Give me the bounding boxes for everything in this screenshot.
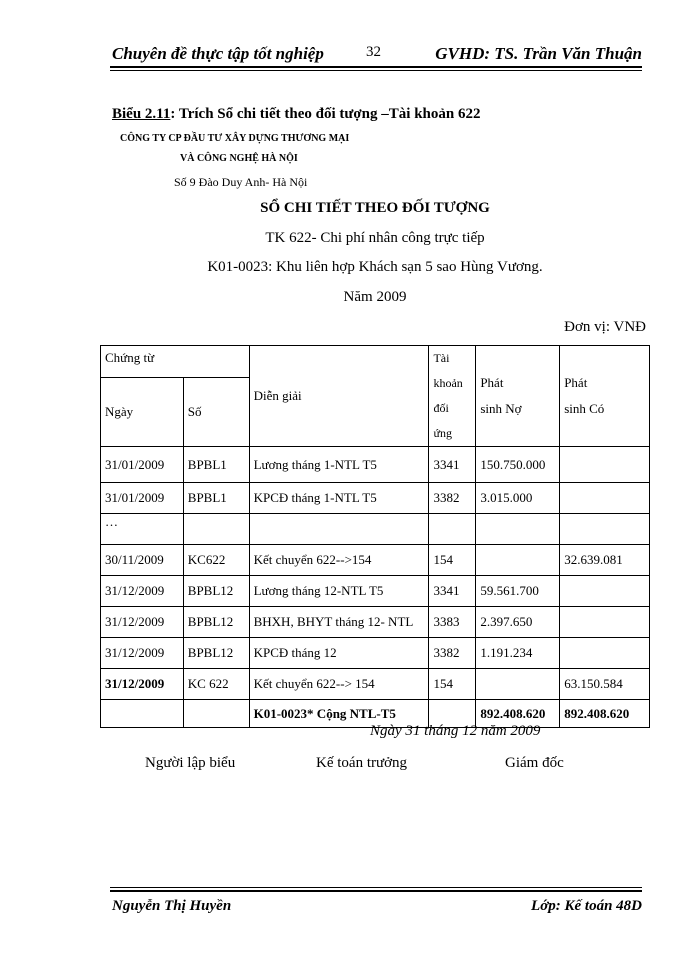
cell-description: Kết chuyển 622-->154 <box>249 545 429 576</box>
cell-number: BPBL1 <box>183 447 249 483</box>
header-voucher: Chứng từ <box>101 346 250 378</box>
header-debit <box>476 346 560 447</box>
currency-unit: Đơn vị: VNĐ <box>564 319 646 335</box>
cell-date: 31/12/2009 <box>101 669 184 700</box>
cell-description: KPCĐ tháng 12 <box>249 638 429 669</box>
table-row <box>101 483 650 514</box>
company-address: Số 9 Đào Duy Anh- Hà Nội <box>174 175 308 189</box>
cell-date: 31/01/2009 <box>101 447 184 483</box>
cell-debit: 2.397.650 <box>476 607 560 638</box>
cell-debit: 3.015.000 <box>476 483 560 514</box>
header-rule <box>110 66 642 68</box>
year-title: Năm 2009 <box>343 289 407 305</box>
cell-credit <box>560 638 650 669</box>
header-account-l3: đối <box>433 401 449 415</box>
header-date: Ngày <box>101 378 184 447</box>
cell-credit <box>560 607 650 638</box>
header-advisor: GVHD: TS. Trần Văn Thuận <box>435 44 642 63</box>
cell-credit <box>560 483 650 514</box>
caption-label: Biểu 2.11 <box>112 106 171 122</box>
cell-debit: 59.561.700 <box>476 576 560 607</box>
cell-date: … <box>101 514 184 545</box>
cell-account: 3341 <box>429 576 476 607</box>
header-credit-l1: Phát <box>564 375 588 390</box>
cell-credit: 63.150.584 <box>560 669 650 700</box>
signing-date: Ngày 31 tháng 12 năm 2009 <box>370 723 541 739</box>
header-description: Diễn giải <box>249 346 429 447</box>
cell-number: KC622 <box>183 545 249 576</box>
cell-empty <box>183 700 249 728</box>
cell-credit <box>560 447 650 483</box>
table-row <box>101 638 650 669</box>
cell-account: 3382 <box>429 483 476 514</box>
caption-text: : Trích Sổ chi tiết theo đối tượng –Tài khoản 622 <box>170 106 481 122</box>
footer-rule-thin <box>110 887 642 888</box>
cell-credit: 32.639.081 <box>560 545 650 576</box>
company-name-line2: VÀ CÔNG NGHỆ HÀ NỘI <box>180 153 298 164</box>
cell-account: 154 <box>429 669 476 700</box>
cell-credit <box>560 514 650 545</box>
cell-date: 30/11/2009 <box>101 545 184 576</box>
cell-number <box>183 514 249 545</box>
cell-account <box>429 514 476 545</box>
signature-director: Giám đốc <box>505 755 564 771</box>
cell-account: 3383 <box>429 607 476 638</box>
cell-number: BPBL12 <box>183 638 249 669</box>
cell-number: BPBL1 <box>183 483 249 514</box>
account-title: TK 622- Chi phí nhân công trực tiếp <box>265 230 485 246</box>
cell-debit <box>476 669 560 700</box>
figure-caption <box>112 106 480 123</box>
total-debit: 892.408.620 <box>476 700 560 728</box>
header-rule-thin <box>110 70 642 71</box>
cell-debit: 1.191.234 <box>476 638 560 669</box>
cell-account: 3382 <box>429 638 476 669</box>
table-row <box>101 447 650 483</box>
cell-description: KPCĐ tháng 1-NTL T5 <box>249 483 429 514</box>
total-credit: 892.408.620 <box>560 700 650 728</box>
header-contra-account <box>429 346 476 447</box>
cell-debit <box>476 545 560 576</box>
table-row <box>101 545 650 576</box>
cell-debit: 150.750.000 <box>476 447 560 483</box>
header-number: Số <box>183 378 249 447</box>
cell-date: 31/12/2009 <box>101 638 184 669</box>
cell-date: 31/01/2009 <box>101 483 184 514</box>
header-credit-l2: sinh Có <box>564 401 605 416</box>
header-account-l1: Tài <box>433 351 450 365</box>
cell-description: Kết chuyển 622--> 154 <box>249 669 429 700</box>
footer-class: Lớp: Kế toán 48D <box>531 898 642 914</box>
project-title: K01-0023: Khu liên hợp Khách sạn 5 sao Hùng Vương. <box>207 259 543 275</box>
ledger-table <box>100 345 650 728</box>
cell-number: BPBL12 <box>183 607 249 638</box>
footer-rule <box>110 890 642 892</box>
footer-author: Nguyễn Thị Huyền <box>112 898 232 914</box>
page-number: 32 <box>366 44 381 60</box>
signature-preparer: Người lập biểu <box>145 755 236 771</box>
header-debit-l1: Phát <box>480 375 504 390</box>
total-label: K01-0023* Cộng NTL-T5 <box>249 700 429 728</box>
header-title: Chuyên đề thực tập tốt nghiệp <box>112 44 324 63</box>
cell-number: BPBL12 <box>183 576 249 607</box>
cell-date: 31/12/2009 <box>101 607 184 638</box>
table-row <box>101 669 650 700</box>
header-account-l2: khoản <box>433 376 463 390</box>
table-row <box>101 514 650 545</box>
cell-number: KC 622 <box>183 669 249 700</box>
cell-debit <box>476 514 560 545</box>
cell-description: BHXH, BHYT tháng 12- NTL <box>249 607 429 638</box>
document-title: SỔ CHI TIẾT THEO ĐỐI TƯỢNG <box>260 200 490 216</box>
cell-credit <box>560 576 650 607</box>
cell-account: 3341 <box>429 447 476 483</box>
header-debit-l2: sinh Nợ <box>480 401 522 416</box>
cell-description: Lương tháng 1-NTL T5 <box>249 447 429 483</box>
cell-date: 31/12/2009 <box>101 576 184 607</box>
cell-empty <box>101 700 184 728</box>
header-credit <box>560 346 650 447</box>
signature-chief-accountant: Kế toán trưởng <box>316 755 408 771</box>
table-row <box>101 607 650 638</box>
header-account-l4: ứng <box>433 426 452 440</box>
cell-account: 154 <box>429 545 476 576</box>
cell-description: Lương tháng 12-NTL T5 <box>249 576 429 607</box>
table-row <box>101 576 650 607</box>
company-name-line1: CÔNG TY CP ĐẦU TƯ XÂY DỰNG THƯƠNG MẠI <box>120 133 350 144</box>
cell-description <box>249 514 429 545</box>
